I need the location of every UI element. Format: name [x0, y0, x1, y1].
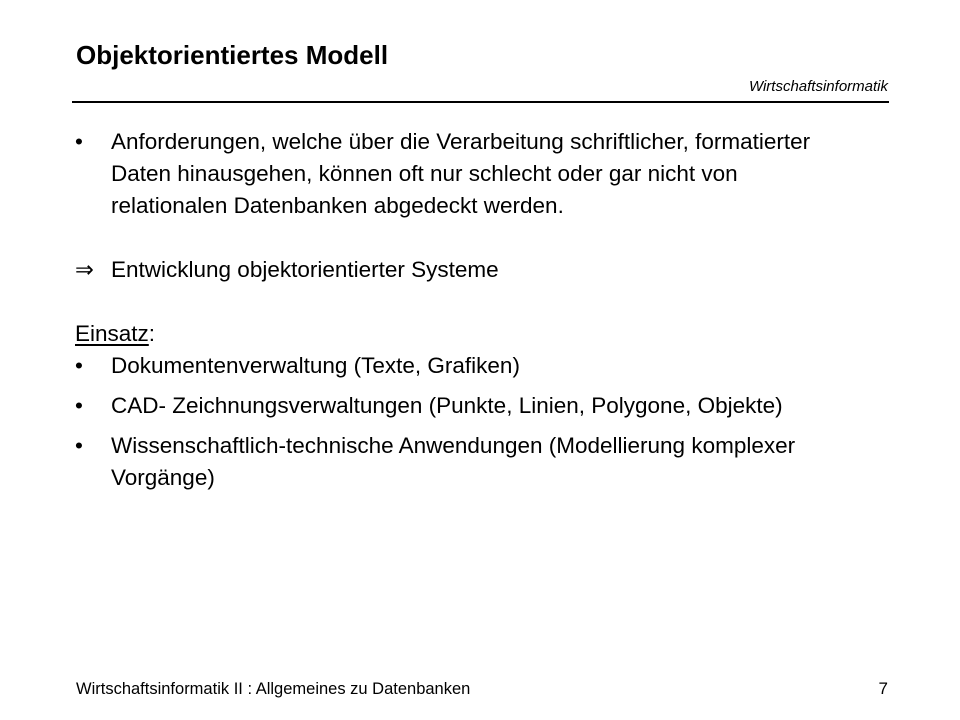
slide-content — [75, 126, 855, 494]
implies-arrow-icon: ⇒ — [75, 257, 94, 282]
section-heading-colon: : — [148, 321, 156, 346]
section-heading-label: Einsatz — [75, 321, 149, 346]
header-subtitle: Wirtschaftsinformatik — [748, 78, 888, 95]
section-heading — [75, 318, 855, 350]
list-item-text: Dokumentenverwaltung (Texte, Grafiken) — [111, 353, 520, 378]
intro-bullet — [75, 126, 855, 222]
header-divider — [72, 101, 889, 103]
conclusion-line — [75, 254, 855, 286]
list-item — [75, 350, 855, 382]
bullet-icon: • — [75, 129, 83, 154]
list-item-text: Wissenschaftlich-technische Anwendungen (Modellierung komplexer Vorgänge) — [111, 433, 796, 490]
bullet-icon: • — [75, 353, 83, 378]
bullet-icon: • — [75, 433, 83, 458]
footer-course-title: Wirtschaftsinformatik II : Allgemeines zu Datenbanken — [76, 680, 471, 698]
slide-title: Objektorientiertes Modell — [76, 40, 389, 70]
usage-list — [75, 350, 855, 494]
list-item-text: CAD- Zeichnungsverwaltungen (Punkte, Linien, Polygone, Objekte) — [111, 393, 783, 418]
page-number: 7 — [878, 679, 888, 698]
list-item — [75, 390, 855, 422]
conclusion-text: Entwicklung objektorientierter Systeme — [111, 257, 499, 282]
list-item — [75, 430, 855, 494]
intro-bullet-text: Anforderungen, welche über die Verarbeitung schriftlicher, formatierter Daten hinausgehen, können oft nur schlecht oder gar nicht von relationalen Datenbanken abgedeckt werden. — [111, 129, 811, 218]
bullet-icon: • — [75, 393, 83, 418]
